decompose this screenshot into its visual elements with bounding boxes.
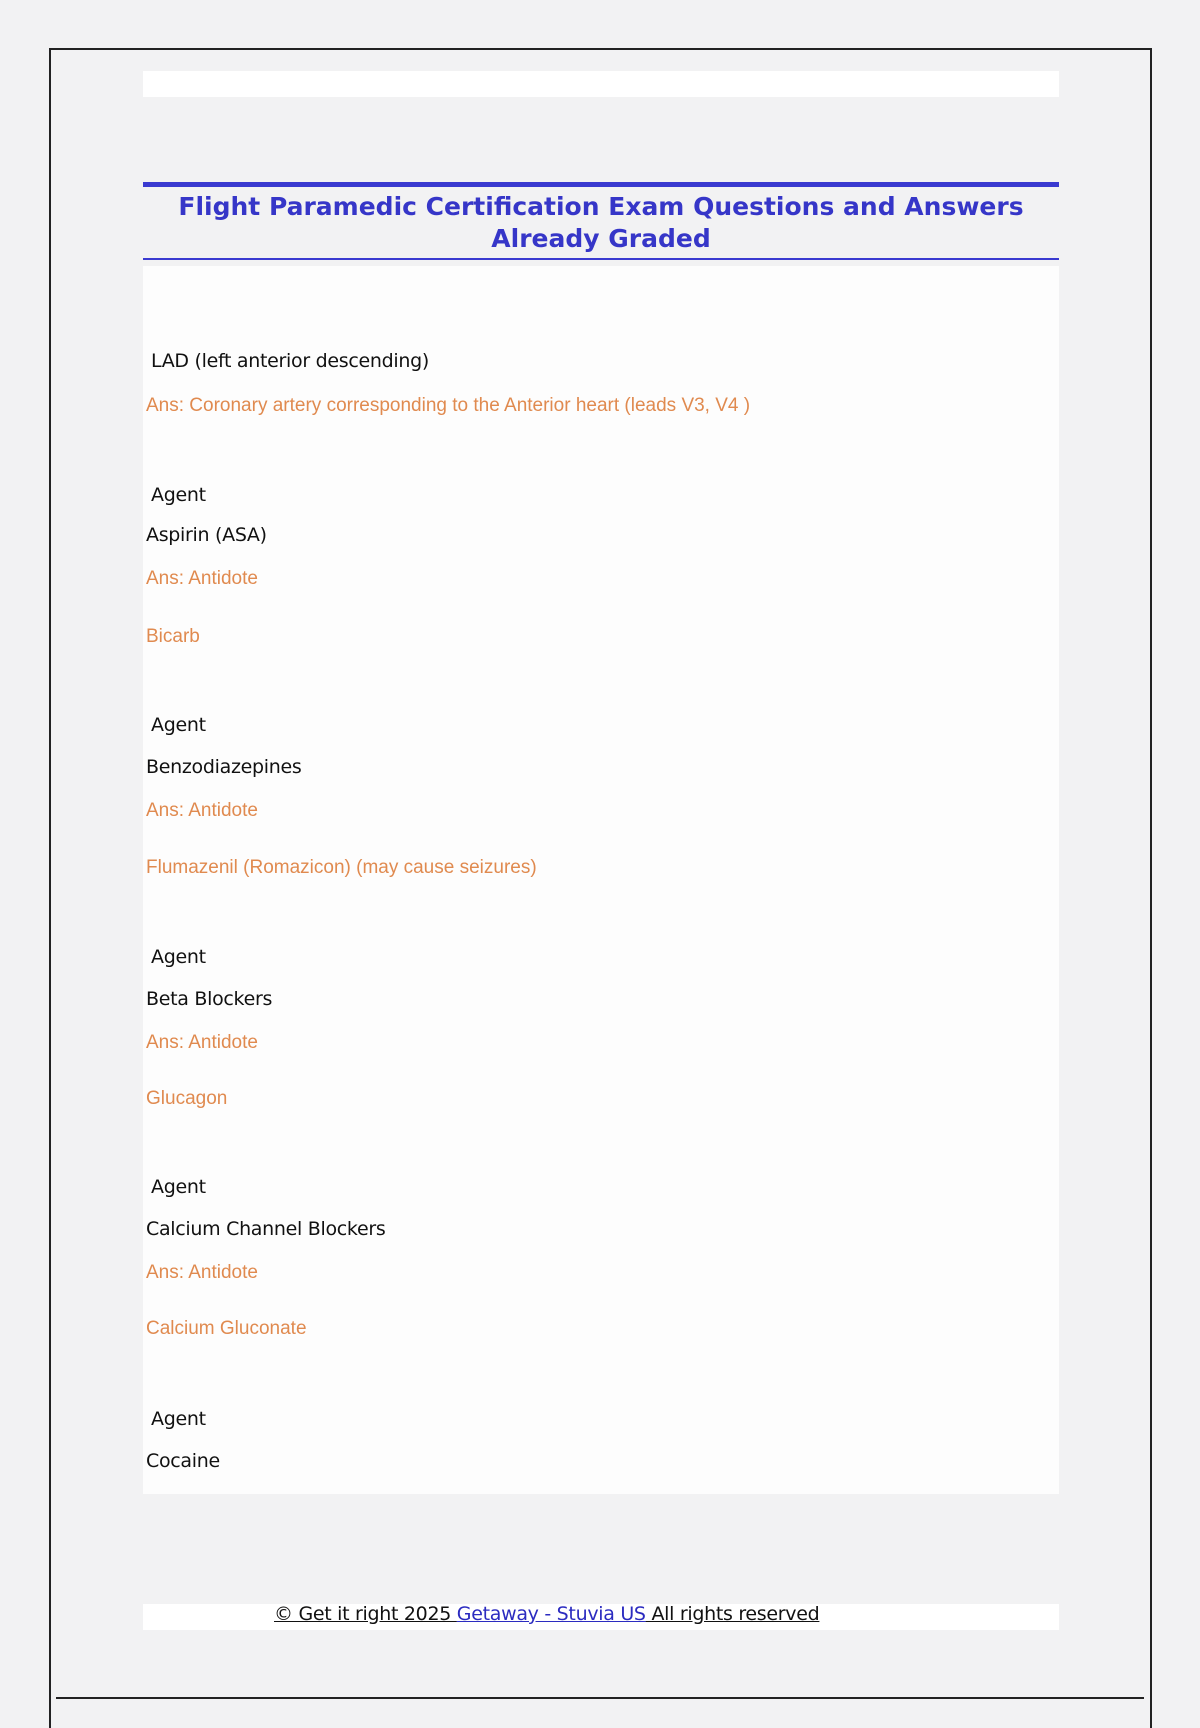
question-text: Agent (151, 484, 206, 506)
question-item: Aspirin (ASA) (146, 524, 267, 546)
answer-text: Ans: Antidote (146, 1262, 258, 1283)
bottom-rule (56, 1697, 1144, 1699)
question-item: Calcium Channel Blockers (146, 1218, 386, 1240)
answer-detail: Glucagon (146, 1088, 228, 1109)
answer-text: Ans: Antidote (146, 568, 258, 589)
question-text: LAD (left anterior descending) (151, 350, 429, 372)
footer-copyright (274, 1603, 819, 1625)
answer-detail: Calcium Gluconate (146, 1318, 307, 1339)
answer-text: Ans: Antidote (146, 1032, 258, 1053)
title-block (143, 182, 1059, 260)
document-title: Flight Paramedic Certification Exam Questions and Answers Already Graded (178, 191, 1024, 253)
footer-prefix: © Get it right 2025 (274, 1603, 457, 1625)
footer-suffix: All rights reserved (645, 1603, 820, 1625)
question-text: Agent (151, 714, 206, 736)
footer-link[interactable]: Getaway - Stuvia US (456, 1603, 646, 1625)
answer-detail: Bicarb (146, 626, 200, 647)
question-item: Beta Blockers (146, 988, 273, 1010)
question-item: Cocaine (146, 1450, 220, 1472)
answer-detail: Flumazenil (Romazicon) (may cause seizures) (146, 857, 537, 878)
question-text: Agent (151, 1176, 206, 1198)
question-item: Benzodiazepines (146, 756, 302, 778)
content-panel (143, 266, 1059, 1494)
question-text: Agent (151, 946, 206, 968)
answer-text: Ans: Antidote (146, 800, 258, 821)
answer-text: Ans: Coronary artery corresponding to the Anterior heart (leads V3, V4 ) (146, 395, 751, 416)
question-text: Agent (151, 1408, 206, 1430)
header-strip (143, 71, 1059, 97)
